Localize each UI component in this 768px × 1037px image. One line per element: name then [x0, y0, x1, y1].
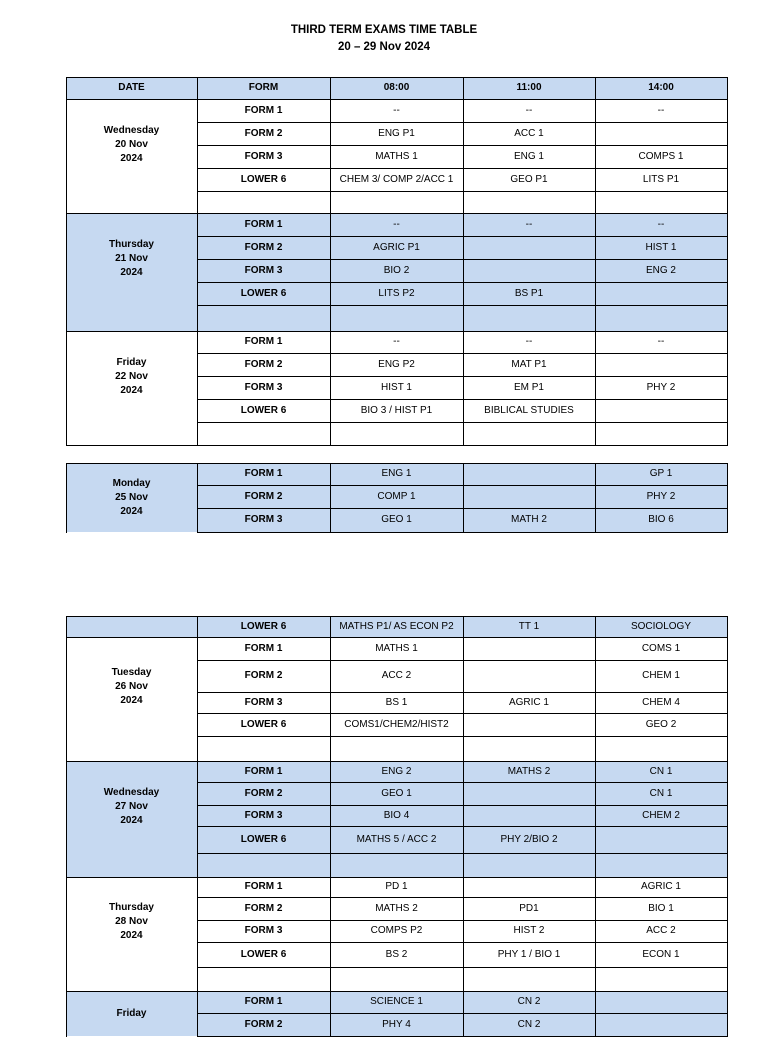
- slot-1400-cell: [595, 1013, 727, 1036]
- slot-1100-cell: [463, 782, 595, 805]
- slot-1100-cell: MATH 2: [511, 514, 547, 525]
- slot-1400-cell: LITS P1: [642, 173, 680, 185]
- form-cell: LOWER 6: [240, 718, 287, 730]
- form-cell: FORM 1: [244, 218, 283, 230]
- slot-0800-cell: ENG P1: [378, 127, 415, 139]
- slot-0800-cell: MATHS 1: [375, 642, 418, 654]
- date-cell-wed27: Wednesday 27 Nov 2024: [103, 787, 160, 826]
- slot-0800-cell: HIST 1: [381, 381, 412, 393]
- form-cell: FORM 1: [244, 642, 283, 654]
- slot-0800-cell: GEO 1: [381, 787, 412, 799]
- table-rule: [463, 77, 464, 100]
- slot-1400-cell: SOCIOLOGY: [630, 620, 691, 632]
- slot-0800-cell: BS 1: [385, 696, 408, 708]
- table-rule: [595, 213, 596, 332]
- slot-1100-cell: ACC 1: [514, 127, 544, 139]
- slot-1400-cell: CHEM 2: [642, 809, 680, 821]
- slot-1400-cell: ECON 1: [642, 948, 680, 960]
- date-cell-thu21: Thursday 21 Nov 2024: [108, 239, 154, 278]
- slot-1400-cell: [595, 991, 727, 1013]
- table-rule: [330, 213, 331, 332]
- slot-0800-cell: COMP 1: [377, 490, 416, 502]
- table-rule: [727, 99, 728, 214]
- table-rule: [727, 761, 728, 878]
- table-rule: [66, 445, 728, 446]
- slot-1400-cell: COMS 1: [641, 642, 681, 654]
- form-cell: FORM 1: [244, 881, 283, 892]
- date-cell-tue26: Tuesday 26 Nov 2024: [111, 666, 152, 706]
- slot-1400-cell: [595, 282, 727, 305]
- table-rule: [197, 761, 198, 878]
- slot-1100-cell: [463, 485, 595, 508]
- slot-1400-cell: ACC 2: [646, 925, 676, 936]
- form-cell: FORM 2: [244, 241, 283, 253]
- table-rule: [463, 213, 464, 332]
- table-rule: [66, 99, 728, 100]
- table-rule: [463, 463, 464, 533]
- form-cell: FORM 2: [244, 670, 283, 681]
- slot-1100-cell: PD1: [519, 902, 539, 914]
- form-cell: FORM 3: [244, 381, 283, 393]
- slot-0800-cell: PD 1: [385, 881, 408, 892]
- table-rule: [66, 213, 728, 214]
- slot-1100-cell: AGRIC 1: [508, 696, 549, 708]
- slot-1400-cell: GP 1: [649, 468, 673, 479]
- slot-1400-cell: --: [657, 336, 665, 347]
- slot-0800-cell: --: [393, 104, 400, 116]
- table-rule: [330, 877, 331, 992]
- slot-0800-cell: PHY 4: [382, 1018, 411, 1030]
- form-cell: LOWER 6: [240, 833, 287, 845]
- form-cell: LOWER 6: [240, 287, 287, 299]
- table-rule: [463, 991, 464, 1037]
- slot-0800-cell: COMPS P2: [370, 925, 423, 936]
- table-rule: [463, 877, 464, 992]
- table-rule: [727, 213, 728, 332]
- slot-1100-cell: GEO P1: [510, 173, 548, 185]
- table-rule: [330, 77, 331, 100]
- slot-0800-cell: SCIENCE 1: [370, 996, 423, 1007]
- table-rule: [463, 637, 464, 762]
- table-rule: [197, 616, 198, 638]
- table-rule: [66, 616, 728, 617]
- table-rule: [66, 331, 728, 332]
- table-rule: [197, 213, 198, 332]
- form-cell: FORM 1: [244, 765, 283, 777]
- slot-1100-cell: [463, 463, 595, 485]
- slot-1400-cell: --: [657, 218, 665, 230]
- slot-1400-cell: [595, 122, 727, 145]
- slot-1100-cell: [463, 713, 595, 736]
- form-cell: FORM 1: [244, 104, 283, 116]
- table-rule: [727, 877, 728, 992]
- slot-1400-cell: CN 1: [649, 787, 673, 799]
- slot-0800-cell: AGRIC P1: [373, 241, 420, 253]
- header-form: FORM: [248, 82, 279, 93]
- slot-1100-cell: --: [525, 218, 533, 230]
- form-cell: FORM 3: [244, 809, 283, 821]
- table-rule: [330, 991, 331, 1037]
- slot-0800-cell: --: [393, 336, 400, 347]
- table-rule: [595, 77, 596, 100]
- date-cell-fri29: Friday: [116, 1007, 147, 1019]
- header-slot-3: 14:00: [648, 82, 674, 93]
- table-rule: [727, 991, 728, 1037]
- form-cell: FORM 2: [244, 1018, 283, 1030]
- date-cell-fri22: Friday 22 Nov 2024: [115, 356, 148, 396]
- table-rule: [595, 99, 596, 214]
- table-rule: [727, 616, 728, 638]
- table-rule: [727, 77, 728, 100]
- form-cell: FORM 3: [244, 925, 283, 936]
- table-rule: [197, 991, 198, 1037]
- table-rule: [330, 99, 331, 214]
- slot-1100-cell: PHY 2/BIO 2: [500, 833, 558, 845]
- table-rule: [66, 99, 67, 214]
- slot-1100-cell: [463, 637, 595, 660]
- table-rule: [330, 616, 331, 638]
- table-rule: [727, 637, 728, 762]
- form-cell: FORM 2: [244, 902, 283, 914]
- table-rule: [66, 991, 728, 992]
- table-rule: [595, 463, 596, 533]
- table-rule: [66, 637, 67, 762]
- slot-1400-cell: PHY 2: [646, 490, 676, 502]
- table-rule: [463, 331, 464, 446]
- table-rule: [66, 761, 728, 762]
- slot-1400-cell: AGRIC 1: [640, 881, 681, 892]
- date-cell-thu28: Thursday 28 Nov 2024: [108, 902, 154, 941]
- table-rule: [66, 877, 67, 992]
- slot-1400-cell: [595, 399, 727, 422]
- table-rule: [66, 991, 67, 1037]
- slot-1100-cell: CN 2: [517, 1018, 541, 1030]
- table-rule: [595, 877, 596, 992]
- date-cell-wed20: Wednesday 20 Nov 2024: [103, 125, 160, 164]
- slot-0800-cell: ACC 2: [381, 670, 412, 681]
- table-rule: [595, 637, 596, 762]
- form-cell: LOWER 6: [240, 620, 287, 632]
- table-rule: [595, 616, 596, 638]
- slot-0800-cell: GEO 1: [381, 514, 412, 525]
- slot-0800-cell: ENG P2: [378, 358, 415, 370]
- date-cell-mon25: Monday 25 Nov 2024: [112, 477, 151, 517]
- slot-1100-cell: --: [525, 336, 533, 347]
- slot-1400-cell: COMPS 1: [638, 150, 684, 162]
- table-rule: [463, 761, 464, 878]
- table-rule: [66, 877, 728, 878]
- slot-0800-cell: BIO 3 / HIST P1: [360, 404, 433, 416]
- slot-0800-cell: ENG 2: [381, 765, 412, 777]
- slot-0800-cell: MATHS 1: [375, 150, 418, 162]
- slot-1100-cell: [463, 660, 595, 692]
- page-subtitle: 20 – 29 Nov 2024: [337, 41, 431, 53]
- slot-1100-cell: TT 1: [518, 620, 540, 632]
- table-rule: [197, 637, 198, 762]
- form-cell: FORM 3: [244, 514, 283, 525]
- form-cell: FORM 2: [244, 358, 283, 370]
- table-rule: [197, 99, 198, 214]
- form-cell: FORM 3: [244, 150, 283, 162]
- slot-1100-cell: [463, 805, 595, 826]
- table-rule: [197, 77, 198, 100]
- table-rule: [197, 331, 198, 446]
- table-rule: [463, 616, 464, 638]
- slot-1400-cell: [595, 353, 727, 376]
- slot-1400-cell: ENG 2: [645, 264, 676, 276]
- slot-0800-cell: ENG 1: [381, 468, 412, 479]
- slot-1100-cell: HIST 2: [513, 925, 545, 936]
- form-cell: FORM 3: [244, 264, 283, 276]
- table-rule: [330, 331, 331, 446]
- slot-1100-cell: BIBLICAL STUDIES: [484, 404, 574, 416]
- table-rule: [595, 991, 596, 1037]
- slot-1100-cell: --: [525, 104, 533, 116]
- table-rule: [66, 463, 67, 533]
- table-rule: [66, 331, 67, 446]
- table-rule: [66, 77, 67, 100]
- slot-1100-cell: PHY 1 / BIO 1: [497, 948, 561, 960]
- slot-1100-cell: [463, 877, 595, 897]
- slot-0800-cell: MATHS 2: [375, 902, 418, 914]
- table-rule: [330, 463, 331, 533]
- table-rule: [66, 761, 67, 878]
- table-rule: [66, 77, 728, 78]
- table-rule: [66, 616, 67, 638]
- slot-1400-cell: BIO 1: [648, 902, 674, 914]
- slot-1100-cell: [463, 259, 595, 282]
- slot-1400-cell: [595, 826, 727, 853]
- slot-1100-cell: [463, 236, 595, 259]
- slot-0800-cell: CHEM 3/ COMP 2/ACC 1: [339, 173, 454, 185]
- slot-1400-cell: BIO 6: [648, 514, 674, 525]
- table-rule: [66, 463, 728, 464]
- slot-1400-cell: --: [657, 104, 665, 116]
- slot-1400-cell: PHY 2: [646, 381, 676, 393]
- slot-1400-cell: GEO 2: [645, 718, 677, 730]
- table-rule: [727, 331, 728, 446]
- table-rule: [197, 463, 198, 533]
- form-cell: LOWER 6: [240, 173, 287, 185]
- slot-0800-cell: BIO 4: [383, 809, 410, 821]
- slot-1400-cell: CN 1: [649, 765, 673, 777]
- table-rule: [197, 877, 198, 992]
- slot-1400-cell: CHEM 1: [642, 670, 680, 681]
- page-title: THIRD TERM EXAMS TIME TABLE: [290, 24, 478, 36]
- table-rule: [595, 331, 596, 446]
- table-rule: [595, 761, 596, 878]
- form-cell: LOWER 6: [240, 404, 287, 416]
- slot-1100-cell: ENG 1: [513, 150, 544, 162]
- slot-1100-cell: BS P1: [514, 287, 544, 299]
- slot-0800-cell: BS 2: [385, 948, 408, 960]
- slot-1100-cell: MAT P1: [511, 358, 547, 370]
- slot-0800-cell: MATHS 5 / ACC 2: [356, 833, 437, 845]
- form-cell: FORM 2: [244, 787, 283, 799]
- form-cell: FORM 1: [244, 468, 283, 479]
- table-rule: [330, 637, 331, 762]
- form-cell: FORM 2: [244, 127, 283, 139]
- form-cell: FORM 2: [244, 490, 283, 502]
- form-cell: FORM 1: [244, 996, 283, 1007]
- slot-0800-cell: BIO 2: [383, 264, 410, 276]
- table-rule: [66, 213, 67, 332]
- table-rule: [463, 99, 464, 214]
- form-cell: FORM 1: [244, 336, 283, 347]
- table-rule: [330, 761, 331, 878]
- slot-1400-cell: CHEM 4: [642, 696, 680, 708]
- slot-0800-cell: --: [393, 218, 400, 230]
- slot-0800-cell: COMS1/CHEM2/HIST2: [344, 718, 449, 730]
- header-slot-1: 08:00: [383, 82, 410, 93]
- slot-1100-cell: EM P1: [513, 381, 544, 393]
- slot-1400-cell: HIST 1: [645, 241, 677, 253]
- slot-1100-cell: CN 2: [517, 996, 541, 1007]
- slot-1100-cell: MATHS 2: [507, 765, 551, 777]
- slot-0800-cell: MATHS P1/ AS ECON P2: [339, 620, 454, 632]
- slot-0800-cell: LITS P2: [378, 287, 415, 299]
- header-slot-2: 11:00: [516, 82, 542, 93]
- form-cell: FORM 3: [244, 696, 283, 708]
- header-date: DATE: [118, 82, 145, 93]
- table-rule: [727, 463, 728, 533]
- form-cell: LOWER 6: [240, 948, 287, 960]
- table-rule: [66, 637, 728, 638]
